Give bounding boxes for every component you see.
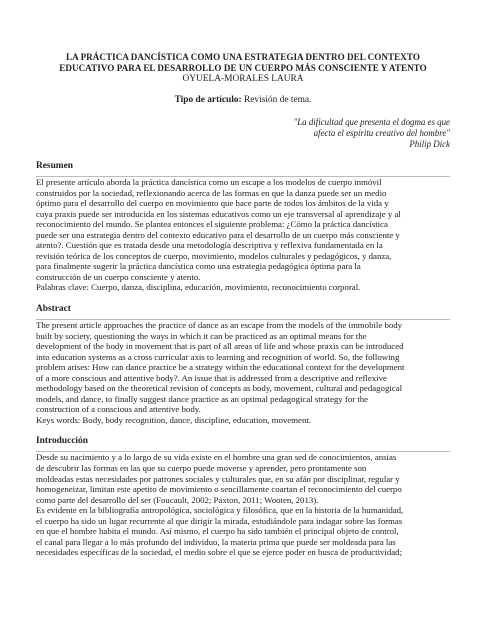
- text-line: de descubrir las formas en las que su cuerpo puede moverse y aprender, pero prontamente son: [36, 463, 367, 474]
- text-line: atento?. Cuestión que es tratada desde una metodología descriptiva y reflexiva fundamentada en la: [36, 240, 383, 251]
- abstract-body: [36, 320, 450, 425]
- text-line: óptimo para el desarrollo del cuerpo en movimiento que hace parte de todos los ámbitos de la vida y: [36, 198, 389, 209]
- text-line: construction of a conscious and attentive body.: [36, 404, 201, 415]
- text-line: into education systems as a cross curricular axis to learning and recognition of world. So, the following: [36, 351, 400, 362]
- text-line: The present article approaches the practice of dance as an escape from the models of the immobile body: [36, 320, 403, 331]
- text-line: revisión teórica de los conceptos de cuerpo, movimiento, modelos culturales y pedagógicos, y danza,: [36, 250, 392, 261]
- text-line: reconocimiento del mundo. Se plantea entonces el siguiente problema: ¿Cómo la práctica dancística: [36, 219, 388, 230]
- title-line: EDUCATIVO PARA EL DESARROLLO DE UN CUERPO MÁS CONSCIENTE Y ATENTO: [59, 63, 427, 73]
- title-line: LA PRÁCTICA DANCÍSTICA COMO UNA ESTRATEGIA DENTRO DEL CONTEXTO: [66, 52, 420, 62]
- text-line: Es evidente en la bibliografía antropológica, sociológica y filosófica, que en la historia de la humanidad,: [36, 505, 404, 516]
- epigraph-line: "La dificultad que presenta el dogma es que: [293, 117, 450, 127]
- text-line: construcción de un cuerpo consciente y atento.: [36, 271, 201, 282]
- paper-title: [36, 52, 450, 74]
- article-type: [36, 95, 450, 106]
- text-line: moldeadas estas necesidades por patrones sociales y culturales que, en su afán por disciplinar, regular y: [36, 473, 400, 484]
- resumen-body: [36, 177, 450, 293]
- introduccion-body: [36, 452, 450, 557]
- text-line: el cuerpo ha sido un lugar recurrente al que dirigir la mirada, estudiándole para indagar sobre las formas: [36, 515, 403, 526]
- document-page: [36, 52, 450, 558]
- article-type-value: Revisión de tema.: [243, 95, 312, 105]
- text-line: necesidades específicas de la sociedad, el medio sobre el que se ejerce poder en busca de productividad;: [36, 547, 403, 558]
- introduccion-heading: Introducción: [36, 436, 88, 447]
- epigraph-author: Philip Dick: [409, 139, 450, 149]
- text-line: homogeneizar, limitan este apetito de movimiento o sencillamente coartan el reconocimiento del cuerpo: [36, 484, 402, 495]
- text-line: en que el hombre habita el mundo. Así mismo, el cuerpo ha sido también el principal objeto de control,: [36, 526, 399, 537]
- text-line: problem arises: How can dance practice be a strategy within the educational context for the development: [36, 362, 405, 373]
- keywords-line: Keys words: Body, body recognition, dance, discipline, education, movement.: [36, 414, 311, 425]
- text-line: el canal para llegar a lo más profundo del individuo, la materia prima que puede ser moldeada para las: [36, 536, 396, 547]
- author-name: OYUELA-MORALES LAURA: [182, 74, 304, 84]
- text-line: para finalmente sugerir la práctica dancística como una estrategia pedagógica óptima para la: [36, 261, 361, 272]
- article-type-label: Tipo de artículo:: [174, 95, 242, 105]
- text-line: methodology based on the theoretical revision of concepts as body, movement, cultural and pedagogical: [36, 383, 403, 394]
- text-line: Desde su nacimiento y a lo largo de su vida existe en el hombre una gran sed de conocimientos, ansias: [36, 452, 397, 463]
- text-line: models, and dance, to finally suggest dance practice as an optimal pedagogical strategy for the: [36, 393, 369, 404]
- epigraph: [36, 117, 450, 150]
- text-line: construidos por la sociedad, reflexionando acerca de las formas en que la danza puede ser un medio: [36, 187, 387, 198]
- epigraph-line: afecta el espíritu creativo del hombre": [313, 128, 450, 138]
- abstract-heading: Abstract: [36, 304, 71, 315]
- text-line: puede ser una estrategia dentro del contexto educativo para el desarrollo de un cuerpo más consciente y: [36, 229, 400, 240]
- text-line: como parte del desarrollo del ser (Foucault, 2002; Paxton, 2011; Wooten, 2013).: [36, 494, 319, 505]
- text-line: development of the body in movement that is part of all areas of life and whose praxis can be introduced: [36, 341, 404, 352]
- text-line: cuya praxis puede ser introducida en los sistemas educativos como un eje transversal al aprendizaje y al: [36, 208, 401, 219]
- text-line: built by society, questioning the ways in which it can be practiced as an optimal means for the: [36, 330, 367, 341]
- keywords-line: Palabras clave: Cuerpo, danza, disciplina, educación, movimiento, reconocimiento corporal.: [36, 282, 361, 293]
- text-line: El presente artículo aborda la práctica dancística como un escape a los modelos de cuerpo inmóvil: [36, 177, 382, 187]
- resumen-heading: Resumen: [36, 161, 73, 171]
- text-line: of a more conscious and attentive body?. An issue that is addressed from a descriptive and reflexive: [36, 372, 387, 383]
